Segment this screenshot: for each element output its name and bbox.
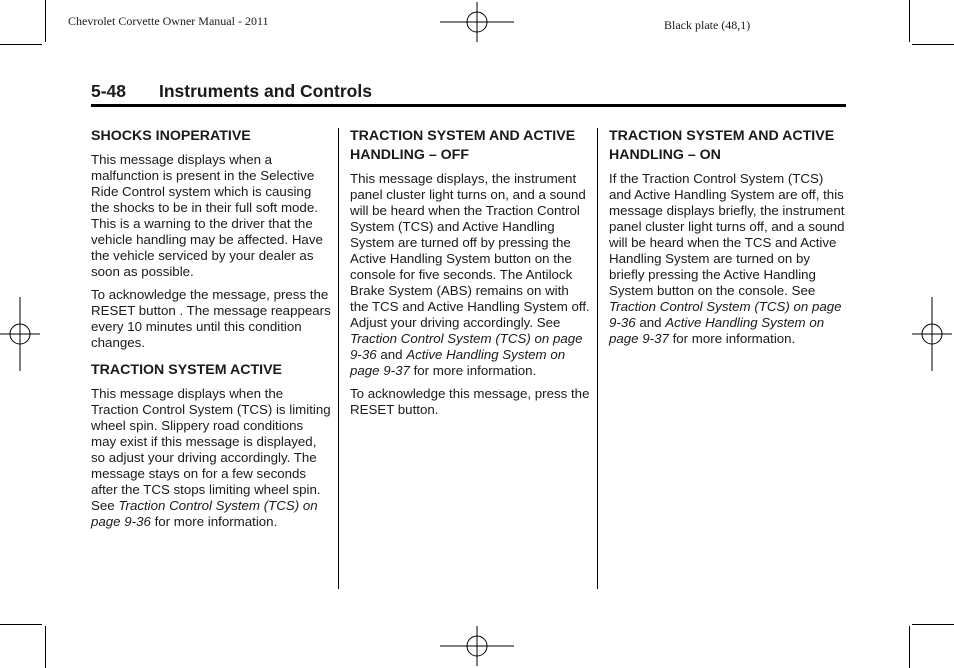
section-title: Instruments and Controls (159, 81, 372, 101)
tcs-cross-reference-link[interactable]: Traction Control System (TCS) on page 9‑36 (91, 498, 318, 529)
traction-off-heading: TRACTION SYSTEM AND ACTIVE HANDLING – OFF (350, 128, 576, 163)
crop-mark (0, 624, 42, 625)
crop-mark (45, 0, 46, 42)
column-1 (91, 127, 331, 537)
traction-off-paragraph-2: To acknowledge this message, press the RESET button. (350, 386, 590, 417)
crop-mark (912, 44, 954, 45)
shocks-paragraph-1: This message displays when a malfunction is present in the Selective Ride Control system which is causing the shocks to be in their full soft mode. This is a warning to the driver that the vehicle handling may be affected. Have the vehicle serviced by your dealer as soon as possible. (91, 152, 323, 279)
tcs-cross-reference-link[interactable]: Traction Control System (TCS) on page 9‑36 (350, 331, 583, 362)
traction-active-paragraph: This message displays when the Traction Control System (TCS) is limiting wheel spin. Slippery road conditions may exist if this message is displayed, so adjust your driving accordingly. The message stays on for a few seconds after the TCS stops limiting wheel spin. See Traction Control System (TCS) on page 9‑36 for more information. (91, 386, 331, 529)
registration-mark-icon (440, 2, 514, 42)
crop-mark (909, 626, 910, 668)
column-2 (350, 127, 590, 425)
traction-on-heading: TRACTION SYSTEM AND ACTIVE HANDLING – ON (609, 128, 835, 163)
traction-on-paragraph: If the Traction Control System (TCS) and Active Handling System are off, this message displays briefly, the instrument panel cluster light turns off, and a sound will be heard when the TCS and Active Handling System are turned on by briefly pressing the Active Handling System button on the console. See Traction Control System (TCS) on page 9‑36 and Active Handling System on page 9‑37 for more information. (609, 171, 845, 346)
tcs-cross-reference-link[interactable]: Traction Control System (TCS) on page 9‑36 (609, 299, 842, 330)
plate-label: Black plate (48,1) (664, 18, 751, 32)
crop-mark (0, 44, 42, 45)
crop-mark (45, 626, 46, 668)
column-3 (609, 127, 849, 354)
shocks-inoperative-heading: SHOCKS INOPERATIVE (91, 128, 251, 144)
registration-mark-icon (0, 297, 40, 371)
crop-mark (909, 0, 910, 42)
traction-active-heading: TRACTION SYSTEM ACTIVE (91, 362, 283, 378)
traction-off-paragraph-1: This message displays, the instrument panel cluster light turns on, and a sound will be heard when the Traction Control System (TCS) and Active Handling System are turned off by pressing the Active Handling System button on the console for five seconds. The Antilock Brake System (ABS) remains on with the TCS and Active Handling System off. Adjust your driving accordingly. See Traction Control System (TCS) on page 9‑36 and Active Handling System on page 9‑37 for more information. (350, 171, 590, 378)
registration-mark-icon (912, 297, 952, 371)
column-divider (597, 128, 598, 589)
crop-mark (912, 624, 954, 625)
page-number: 5-48 (91, 81, 127, 101)
shocks-paragraph-2: To acknowledge the message, press the RESET button . The message reappears every 10 minutes until this condition changes. (91, 287, 331, 350)
active-handling-cross-reference-link[interactable]: Active Handling System on page 9‑37 (609, 315, 825, 346)
section-title-bar (91, 80, 846, 107)
manual-title: Chevrolet Corvette Owner Manual - 2011 (68, 14, 269, 28)
registration-mark-icon (440, 626, 514, 666)
column-divider (338, 128, 339, 589)
active-handling-cross-reference-link[interactable]: Active Handling System on page 9‑37 (350, 347, 566, 378)
